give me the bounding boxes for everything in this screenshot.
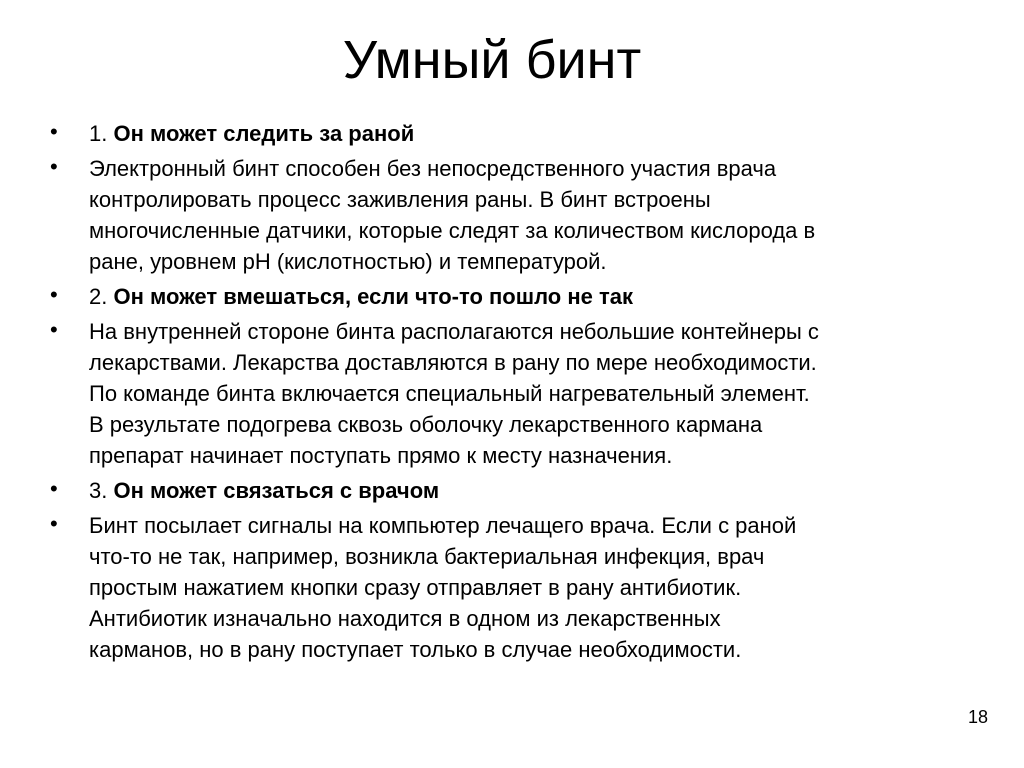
heading-text: Он может вмешаться, если что-то пошло не так bbox=[113, 284, 633, 309]
bullet-heading-2 bbox=[50, 281, 950, 312]
slide-title: Умный бинт bbox=[342, 30, 642, 90]
heading-text: Он может связаться с врачом bbox=[113, 478, 440, 503]
paragraph-text: Бинт посылает сигналы на компьютер лечащего врача. Если с раной что-то не так, например, возникла бактериальная инфекция, врач простым нажатием кнопки сразу отправляет в рану антибиотик. Антибиотик изначально находится в одном из лекарственных карманов, но в рану поступает только в случае необходимости. bbox=[89, 513, 797, 662]
heading-number: 1. bbox=[89, 121, 114, 146]
bullet-paragraph-3 bbox=[50, 510, 950, 665]
bullet-list bbox=[50, 118, 950, 669]
bullet-heading-3 bbox=[50, 475, 950, 506]
heading-number: 2. bbox=[89, 284, 114, 309]
heading-number: 3. bbox=[89, 478, 114, 503]
bullet-icon: • bbox=[50, 317, 58, 342]
paragraph-text: Электронный бинт способен без непосредственного участия врача контролировать процесс заживления раны. В бинт встроены многочисленные датчики, которые следят за количеством кислорода в ране, уровнем pH (кислотностью) и температурой. bbox=[89, 156, 816, 274]
page-number: 18 bbox=[967, 707, 988, 727]
paragraph-text: На внутренней стороне бинта располагаются небольшие контейнеры с лекарствами. Лекарства доставляются в рану по мере необходимости. По команде бинта включается специальный нагревательный элемент. В результате подогрева сквозь оболочку лекарственного кармана препарат начинает поступать прямо к месту назначения. bbox=[89, 319, 819, 468]
bullet-heading-1 bbox=[50, 118, 950, 149]
bullet-icon: • bbox=[50, 511, 58, 536]
bullet-icon: • bbox=[50, 476, 58, 501]
bullet-paragraph-2 bbox=[50, 316, 950, 471]
bullet-paragraph-1 bbox=[50, 153, 950, 277]
bullet-icon: • bbox=[50, 154, 58, 179]
bullet-icon: • bbox=[50, 282, 58, 307]
bullet-icon: • bbox=[50, 119, 58, 144]
heading-text: Он может следить за раной bbox=[113, 121, 415, 146]
